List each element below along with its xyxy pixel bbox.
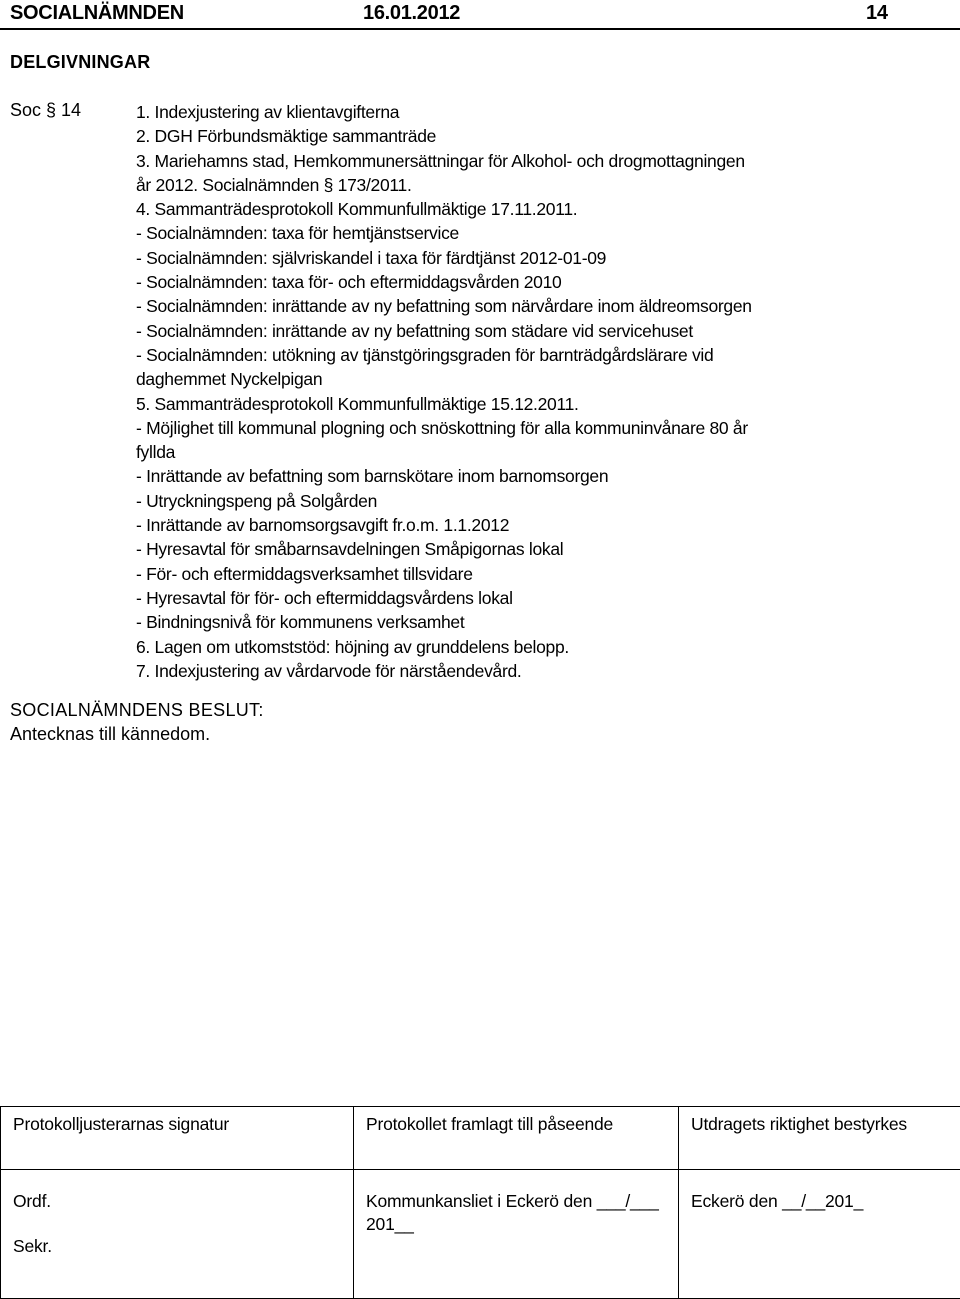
secretary-label: Sekr. <box>13 1235 353 1258</box>
list-item: 3. Mariehamns stad, Hemkommunersättningar för Alkohol- och drogmottagningen <box>136 149 936 173</box>
notification-list <box>136 100 936 683</box>
certify-date-cell: Eckerö den __/__201_ <box>679 1170 960 1299</box>
list-item: - För- och eftermiddagsverksamhet tillsvidare <box>136 562 936 586</box>
header-organization: SOCIALNÄMNDEN <box>10 2 184 25</box>
signature-table-body-row <box>1 1170 960 1299</box>
list-item: - Hyresavtal för småbarnsavdelningen Småpigornas lokal <box>136 537 936 561</box>
list-item: 6. Lagen om utkomststöd: höjning av grunddelens belopp. <box>136 635 936 659</box>
section-title: DELGIVNINGAR <box>10 52 150 73</box>
list-item: - Inrättande av befattning som barnskötare inom barnomsorgen <box>136 464 936 488</box>
list-item: - Hyresavtal för för- och eftermiddagsvårdens lokal <box>136 586 936 610</box>
list-item: - Socialnämnden: självriskandel i taxa för färdtjänst 2012-01-09 <box>136 246 936 270</box>
decision-text: Antecknas till kännedom. <box>10 724 210 745</box>
list-item: - Socialnämnden: inrättande av ny befattning som städare vid servicehuset <box>136 319 936 343</box>
paragraph-reference: Soc § 14 <box>10 100 81 121</box>
signature-cell <box>1 1170 354 1299</box>
list-item: 4. Sammanträdesprotokoll Kommunfullmäktige 17.11.2011. <box>136 197 936 221</box>
display-place-cell: Kommunkansliet i Eckerö den ___/___ 201__ <box>354 1170 679 1299</box>
list-item: - Inrättande av barnomsorgsavgift fr.o.m. 1.1.2012 <box>136 513 936 537</box>
list-item: - Socialnämnden: inrättande av ny befattning som närvårdare inom äldreomsorgen <box>136 294 936 318</box>
header-date: 16.01.2012 <box>363 2 460 25</box>
list-item: fyllda <box>136 440 936 464</box>
decision-heading: SOCIALNÄMNDENS BESLUT: <box>10 700 264 721</box>
chairman-label: Ordf. <box>13 1191 51 1211</box>
certify-header-cell: Utdragets riktighet bestyrkes <box>679 1107 960 1170</box>
list-item: år 2012. Socialnämnden § 173/2011. <box>136 173 936 197</box>
page-header <box>0 0 960 30</box>
list-item: daghemmet Nyckelpigan <box>136 367 936 391</box>
list-item: - Socialnämnden: utökning av tjänstgöringsgraden för barnträdgårdslärare vid <box>136 343 936 367</box>
display-header-cell: Protokollet framlagt till påseende <box>354 1107 679 1170</box>
signature-table <box>0 1106 960 1299</box>
list-item: 7. Indexjustering av vårdarvode för närståendevård. <box>136 659 936 683</box>
header-page-number: 14 <box>866 2 888 25</box>
list-item: - Möjlighet till kommunal plogning och snöskottning för alla kommuninvånare 80 år <box>136 416 936 440</box>
list-item: 2. DGH Förbundsmäktige sammanträde <box>136 124 936 148</box>
signature-header-cell: Protokolljusterarnas signatur <box>1 1107 354 1170</box>
list-item: - Socialnämnden: taxa för hemtjänstservice <box>136 221 936 245</box>
list-item: - Bindningsnivå för kommunens verksamhet <box>136 610 936 634</box>
list-item: 5. Sammanträdesprotokoll Kommunfullmäktige 15.12.2011. <box>136 392 936 416</box>
list-item: 1. Indexjustering av klientavgifterna <box>136 100 936 124</box>
signature-table-header-row <box>1 1107 960 1170</box>
list-item: - Utryckningspeng på Solgården <box>136 489 936 513</box>
list-item: - Socialnämnden: taxa för- och eftermiddagsvården 2010 <box>136 270 936 294</box>
